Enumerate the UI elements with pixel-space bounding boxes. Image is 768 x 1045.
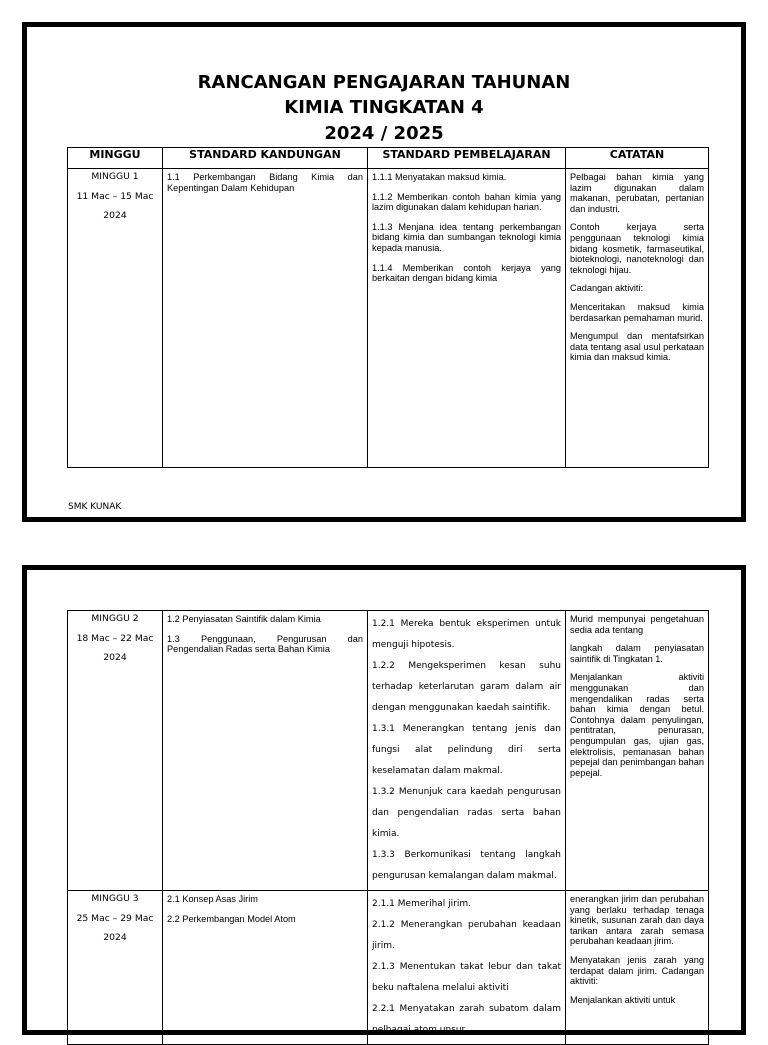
standard-kandungan-item: 1.1 Perkembangan Bidang Kimia dan Kepentingan Dalam Kehidupan <box>167 172 363 193</box>
standard-kandungan-cell <box>163 611 368 891</box>
standard-kandungan-item: 1.3 Penggunaan, Pengurusan dan Pengendalian Radas serta Bahan Kimia <box>167 633 363 655</box>
week-label: MINGGU 3 <box>91 893 139 904</box>
header-minggu: MINGGU <box>68 148 163 169</box>
school-footer: SMK KUNAK <box>68 502 122 512</box>
catatan-item: Menceritakan maksud kimia berdasarkan pemahaman murid. <box>570 301 704 323</box>
document-title: RANCANGAN PENGAJARAN TAHUNAN <box>197 72 571 93</box>
standard-pembelajaran-item: 1.3.1 Menerangkan tentang jenis dan fungsi alat pelindung diri serta keselamatan dalam makmal. <box>372 724 561 776</box>
standard-pembelajaran-cell <box>368 169 566 468</box>
table-row <box>68 611 709 891</box>
standard-pembelajaran-item: 1.1.1 Menyatakan maksud kimia. <box>372 172 507 182</box>
standard-pembelajaran-cell <box>368 891 566 1045</box>
week-cell <box>68 169 163 468</box>
document-year: 2024 / 2025 <box>324 123 444 144</box>
catatan-cell <box>566 611 709 891</box>
standard-kandungan-item: 1.2 Penyiasatan Saintifik dalam Kimia <box>167 614 321 624</box>
standard-kandungan-cell <box>163 169 368 468</box>
standard-pembelajaran-item: 1.3.2 Menunjuk cara kaedah pengurusan dan pengendalian radas serta bahan kimia. <box>372 787 561 839</box>
header-standard-kandungan: STANDARD KANDUNGAN <box>163 148 368 169</box>
catatan-item: langkah dalam penyiasatan saintifik di Tingkatan 1. <box>570 643 704 664</box>
plan-table-2 <box>67 610 709 1045</box>
week-dates: 25 Mac – 29 Mac <box>76 912 154 924</box>
standard-kandungan-item: 2.2 Perkembangan Model Atom <box>167 913 296 924</box>
standard-pembelajaran-item: 2.1.1 Memerihal jirim. <box>372 899 471 909</box>
catatan-item: Menyatakan jenis zarah yang terdapat dalam jirim. Cadangan aktiviti: <box>570 954 704 987</box>
table-row <box>68 891 709 1045</box>
catatan-item: Cadangan aktiviti: <box>570 283 644 294</box>
table-row <box>68 169 709 468</box>
standard-pembelajaran-item: 1.3.3 Berkomunikasi tentang langkah pengurusan kemalangan dalam makmal. <box>372 850 561 881</box>
catatan-item: Menjalankan aktiviti untuk <box>570 994 676 1005</box>
catatan-item: Contoh kerjaya serta penggunaan teknologi kimia bidang kosmetik, farmaseutikal, bioteknologi, nanoteknologi dan teknologi hijau. <box>570 222 704 275</box>
document-page-2 <box>22 565 746 1035</box>
header-catatan: CATATAN <box>566 148 709 169</box>
standard-pembelajaran-item: 2.1.3 Menentukan takat lebur dan takat beku naftalena melalui aktiviti <box>372 962 561 993</box>
catatan-item: Mengumpul dan mentafsirkan data tentang asal usul perkataan kimia dan maksud kimia. <box>570 331 704 363</box>
standard-pembelajaran-cell <box>368 611 566 891</box>
standard-pembelajaran-item: 1.1.2 Memberikan contoh bahan kimia yang lazim digunakan dalam kehidupan harian. <box>372 191 561 213</box>
week-label: MINGGU 2 <box>91 613 139 624</box>
week-year: 2024 <box>103 210 127 222</box>
standard-pembelajaran-item: 1.2.2 Mengeksperimen kesan suhu terhadap keterlarutan garam dalam air dengan menggunakan kaedah saintifik. <box>372 661 561 713</box>
table-header-row <box>68 148 709 169</box>
plan-table-1 <box>67 147 709 468</box>
catatan-item: Pelbagai bahan kimia yang lazim digunakan dalam makanan, perubatan, pertanian dan industri. <box>570 172 704 214</box>
week-label: MINGGU 1 <box>91 171 139 182</box>
standard-pembelajaran-item: 1.1.3 Menjana idea tentang perkembangan bidang kimia dan sumbangan teknologi kimia kepada manusia. <box>372 221 561 253</box>
catatan-cell <box>566 891 709 1045</box>
week-year: 2024 <box>103 932 127 944</box>
week-cell <box>68 891 163 1045</box>
header-standard-pembelajaran: STANDARD PEMBELAJARAN <box>368 148 566 169</box>
catatan-item: enerangkan jirim dan perubahan yang berlaku terhadap tenaga kinetik, susunan zarah dan daya tarikan antara zarah semasa perubahan keadaan jirim. <box>570 894 704 947</box>
standard-pembelajaran-item: 1.1.4 Memberikan contoh kerjaya yang berkaitan dengan bidang kimia <box>372 262 561 284</box>
catatan-cell <box>566 169 709 468</box>
standard-pembelajaran-item: 1.2.1 Mereka bentuk eksperimen untuk menguji hipotesis. <box>372 619 561 650</box>
week-year: 2024 <box>103 652 127 664</box>
week-dates: 11 Mac – 15 Mac <box>76 190 154 202</box>
standard-kandungan-cell <box>163 891 368 1045</box>
standard-pembelajaran-item: 2.2.1 Menyatakan zarah subatom dalam pelbagai atom unsur. <box>372 1004 561 1035</box>
document-subtitle: KIMIA TINGKATAN 4 <box>284 97 484 118</box>
document-page-1 <box>22 22 746 522</box>
standard-kandungan-item: 2.1 Konsep Asas Jirim <box>167 894 258 904</box>
catatan-item: Murid mempunyai pengetahuan sedia ada tentang <box>570 614 704 635</box>
week-cell <box>68 611 163 891</box>
standard-pembelajaran-item: 2.1.2 Menerangkan perubahan keadaan jirim. <box>372 920 561 951</box>
week-dates: 18 Mac – 22 Mac <box>76 632 154 644</box>
catatan-item: Menjalankan aktiviti menggunakan dan mengendalikan radas serta bahan kimia dengan betul. Contohnya dalam penyulingan, pentitratan, penurasan, pengumpulan gas, ujian gas, elektrolisis, pemanasan bahan pepejal dan penimbangan bahan pepejal. <box>570 672 704 778</box>
